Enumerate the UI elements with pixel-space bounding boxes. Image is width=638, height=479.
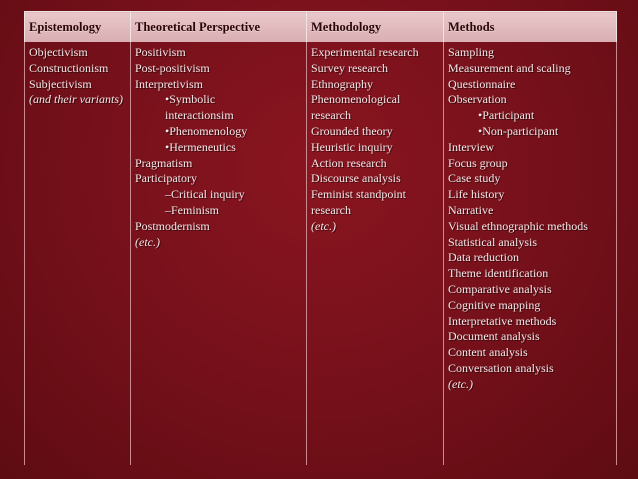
theoretical-perspective-item: (etc.)	[135, 234, 160, 249]
theoretical-perspective-item: Positivism	[135, 45, 186, 59]
methods-item: Visual ethnographic methods	[448, 218, 588, 233]
theoretical-perspective-item: –Feminism	[165, 202, 220, 217]
methods-item: Theme identification	[448, 266, 549, 281]
epistemology-item: (and their variants)	[29, 92, 123, 107]
methods-item: Comparative analysis	[448, 281, 552, 296]
methods-item: Document analysis	[448, 329, 540, 344]
header-methodology: Methodology	[307, 12, 444, 43]
theoretical-perspective-item: –Critical inquiry	[165, 187, 245, 202]
methodology-item: research	[311, 202, 351, 217]
methods-item: Data reduction	[448, 250, 519, 265]
methodology-item: Survey research	[311, 60, 388, 75]
theoretical-perspective-item: Participatory	[135, 171, 197, 186]
methods-item: Statistical analysis	[448, 234, 537, 249]
methodology-item: Grounded theory	[311, 123, 393, 138]
methods-item: Questionnaire	[448, 76, 516, 91]
methods-item: Focus group	[448, 155, 508, 170]
methods-item: Measurement and scaling	[448, 60, 571, 75]
epistemology-item: Subjectivism	[29, 76, 92, 91]
methodology-item: Experimental research	[311, 45, 419, 59]
methods-item: Observation	[448, 92, 507, 107]
methodology-item: Feminist standpoint	[311, 187, 407, 202]
methods-item: Sampling	[448, 45, 495, 59]
theoretical-perspective-item: Pragmatism	[135, 155, 193, 170]
methods-item: (etc.)	[448, 376, 473, 391]
content-row	[25, 42, 617, 465]
methods-item: Case study	[448, 171, 501, 186]
theoretical-perspective-item: Postmodernism	[135, 218, 210, 233]
theoretical-perspective-item: •Phenomenology	[165, 123, 248, 138]
theoretical-perspective-cell	[131, 42, 307, 465]
methods-item: •Participant	[478, 108, 535, 123]
methods-item: Content analysis	[448, 345, 528, 360]
theoretical-perspective-item: Post-positivism	[135, 60, 210, 75]
methods-item: Interpretative methods	[448, 313, 557, 328]
theoretical-perspective-item: interactionsim	[165, 108, 234, 123]
header-epistemology: Epistemology	[25, 12, 131, 43]
methods-item: •Non-participant	[478, 123, 559, 138]
methods-item: Conversation analysis	[448, 360, 554, 375]
methodology-item: research	[311, 108, 351, 123]
theoretical-perspective-item: •Hermeneutics	[165, 139, 236, 154]
methods-item: Narrative	[448, 202, 494, 217]
methods-item: Life history	[448, 187, 505, 202]
methodology-item: Action research	[311, 155, 387, 170]
framework-table	[24, 11, 617, 465]
methods-cell	[444, 42, 617, 465]
methods-item: Cognitive mapping	[448, 297, 541, 312]
epistemology-item: Constructionism	[29, 60, 109, 75]
methodology-item: Discourse analysis	[311, 171, 401, 186]
theoretical-perspective-item: •Symbolic	[165, 92, 216, 107]
header-theoretical-perspective: Theoretical Perspective	[131, 12, 307, 43]
epistemology-item: Objectivism	[29, 45, 88, 59]
theoretical-perspective-item: Interpretivism	[135, 76, 203, 91]
methodology-cell	[307, 42, 444, 465]
methodology-item: Phenomenological	[311, 92, 401, 107]
methodology-item: Ethnography	[311, 76, 373, 91]
header-row	[25, 12, 617, 43]
methodology-item: (etc.)	[311, 218, 336, 233]
methods-item: Interview	[448, 139, 494, 154]
epistemology-cell	[25, 42, 131, 465]
methodology-item: Heuristic inquiry	[311, 139, 393, 154]
header-methods: Methods	[444, 12, 617, 43]
